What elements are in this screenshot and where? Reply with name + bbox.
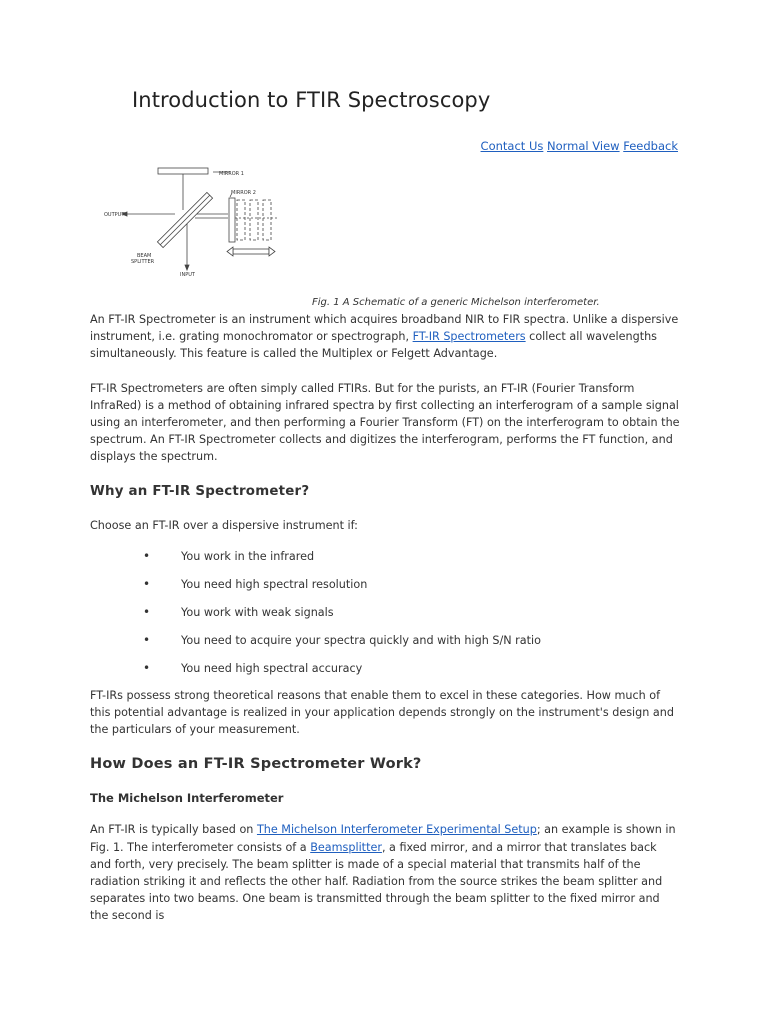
page-title: Introduction to FTIR Spectroscopy	[132, 88, 491, 112]
list-item: • You need high spectral resolution	[143, 576, 368, 591]
paragraph-ftir-definition: FT-IR Spectrometers are often simply called FTIRs. But for the purists, an FT-IR (Fourier Transform InfraRed) is a method of obtaining infrared spectra by first collecting an interferogram of a sample signal using an interferometer, and then performing a Fourier Transform (FT) on the interferogram to obtain the spectrum. An FT-IR Spectrometer collects and digitizes the interferogram, performs the FT function, and displays the spectrum.	[90, 381, 680, 464]
label-output: OUTPUT	[104, 212, 125, 218]
bullet-icon: •	[143, 632, 151, 647]
figure-caption: Fig. 1 A Schematic of a generic Michelson interferometer.	[312, 297, 600, 308]
normal-view-link[interactable]: Normal View	[547, 139, 620, 153]
ftir-spectrometers-link[interactable]: FT-IR Spectrometers	[412, 330, 526, 344]
paragraph-michelson: An FT-IR is typically based on The Michelson Interferometer Experimental Setup; an example is shown in Fig. 1. The interferometer consists of a Beamsplitter, a fixed mirror, and a mirror that translates back and forth, very precisely. The beam splitter is made of a special material that transmits half of the radiation striking it and reflects the other half. Radiation from the source strikes the beam splitter and separates into two beams. One beam is transmitted through the beam splitter to the fixed mirror and the second is	[90, 823, 676, 923]
mirror-2	[229, 198, 235, 242]
beamsplitter-link[interactable]: Beamsplitter	[310, 840, 382, 854]
paragraph-choose: Choose an FT-IR over a dispersive instrument if:	[90, 518, 358, 532]
advantages-list	[90, 548, 680, 682]
list-item: • You work with weak signals	[143, 604, 334, 619]
contact-us-link[interactable]: Contact Us	[480, 139, 544, 153]
beam-splitter	[157, 192, 212, 247]
label-mirror-1: MIRROR 1	[219, 171, 244, 177]
heading-michelson: The Michelson Interferometer	[90, 791, 284, 806]
list-item: • You need high spectral accuracy	[143, 660, 363, 675]
article-body	[90, 311, 680, 942]
bullet-icon: •	[143, 604, 151, 619]
top-links	[481, 139, 678, 153]
label-input: INPUT	[180, 272, 195, 278]
translation-arrow	[233, 249, 269, 254]
interferometer-figure	[100, 160, 290, 278]
heading-why-ftir: Why an FT-IR Spectrometer?	[90, 483, 310, 499]
label-splitter: SPLITTER	[131, 259, 155, 265]
heading-how-it-works: How Does an FT-IR Spectrometer Work?	[90, 756, 422, 773]
label-mirror-2: MIRROR 2	[231, 190, 256, 196]
michelson-setup-link[interactable]: The Michelson Interferometer Experimental Setup	[256, 823, 537, 837]
label-beam: BEAM	[137, 253, 152, 259]
interferometer-diagram	[100, 160, 290, 278]
bullet-icon: •	[143, 548, 151, 563]
list-item: • You need to acquire your spectra quickly and with high S/N ratio	[143, 632, 541, 647]
feedback-link[interactable]: Feedback	[623, 139, 678, 153]
list-item: • You work in the infrared	[143, 548, 315, 563]
bullet-icon: •	[143, 576, 151, 591]
paragraph-intro: An FT-IR Spectrometer is an instrument which acquires broadband NIR to FIR spectra. Unlike a dispersive instrument, i.e. grating monochromator or spectrograph, FT-IR Spectrometers collect all wavelengths simultaneously. This feature is called the Multiplex or Felgett Advantage.	[90, 313, 679, 361]
paragraph-theory: FT-IRs possess strong theoretical reasons that enable them to excel in these categories. How much of this potential advantage is realized in your application depends strongly on the instrument's design and the particulars of your measurement.	[90, 688, 674, 737]
mirror-1	[158, 168, 208, 174]
bullet-icon: •	[143, 660, 151, 675]
